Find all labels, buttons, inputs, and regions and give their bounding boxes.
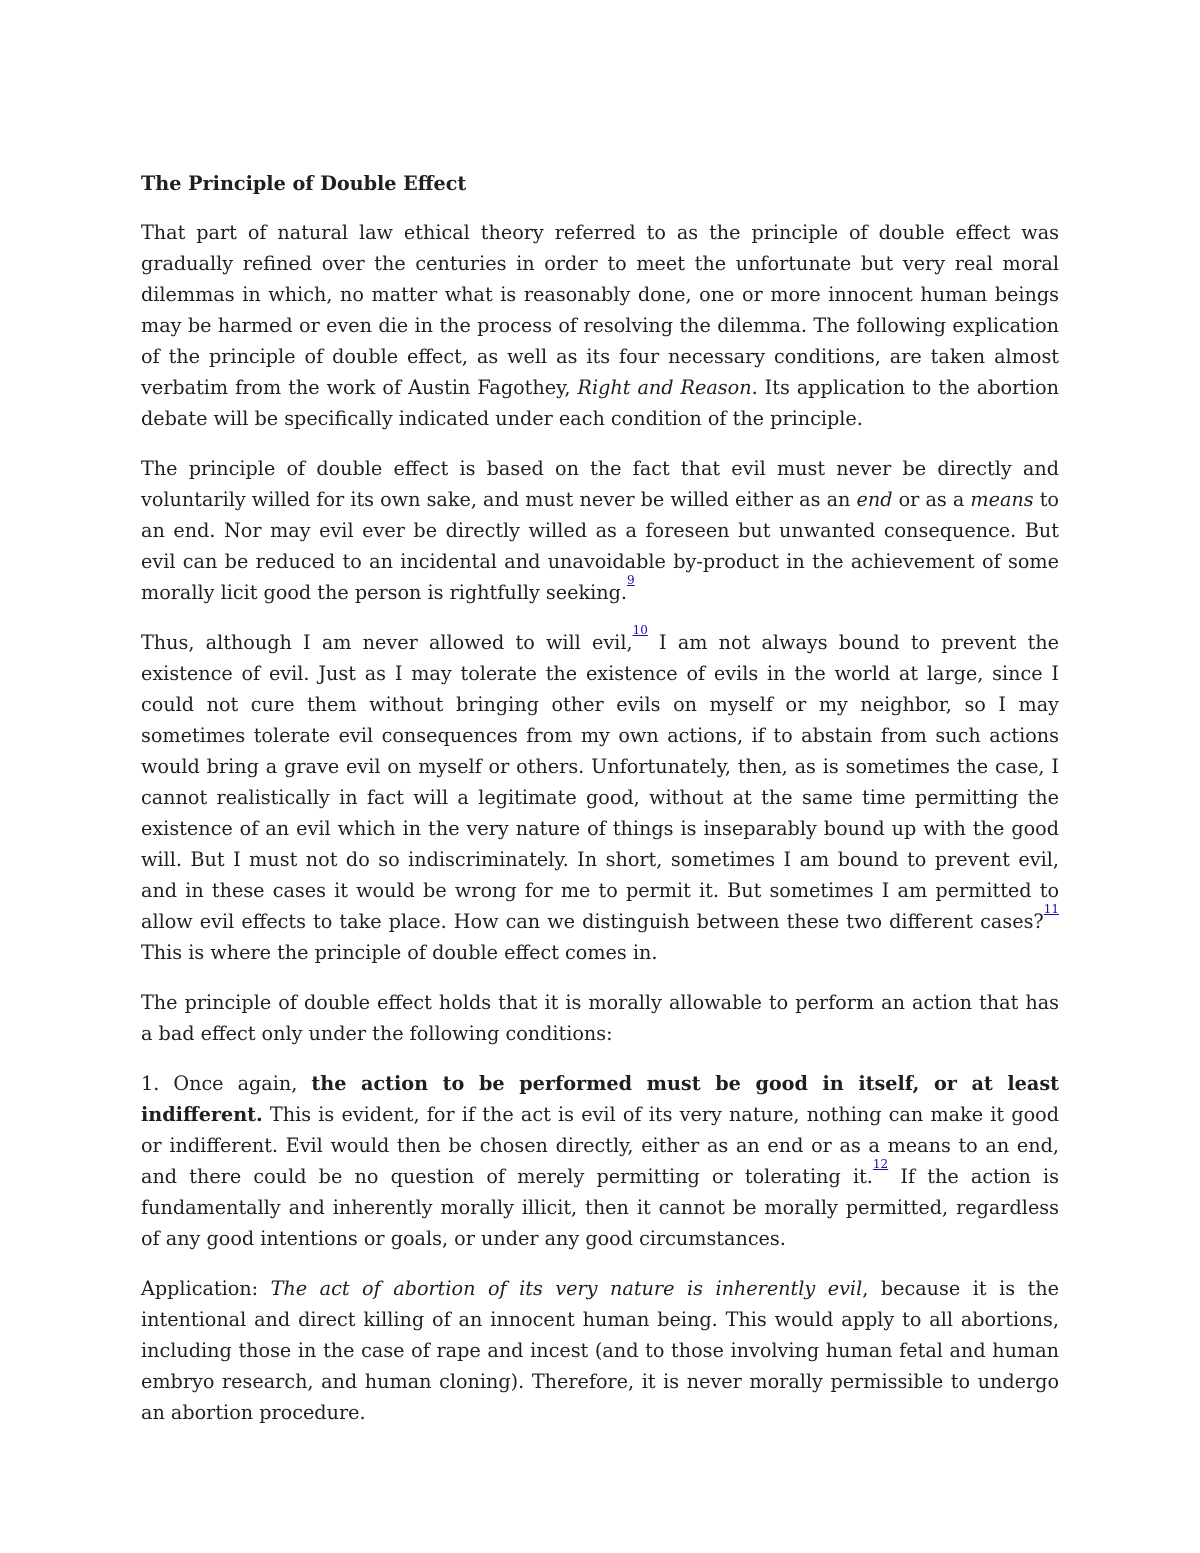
text-span: If the action is fundamentally and inherently morally illicit, then it cannot be morally permitted, regardless of any good intentions or goals, or under any good circumstances. [141,1165,1059,1250]
paragraph-basis [141,453,1059,608]
condition-statement: the action to be performed must be good in itself, or at least indifferent. [141,1072,1059,1126]
paragraph-conditions-intro: The principle of double effect holds that it is morally allowable to perform an action that has a bad effect only under the following conditions: [141,991,1059,1045]
paragraph-application [141,1273,1059,1428]
text-span: Thus, although I am never allowed to will evil, [141,631,633,654]
footnote-link-9[interactable]: 9 [626,573,635,587]
document-page [141,168,1059,1447]
text-span: This is where the principle of double effect comes in. [141,941,658,964]
text-span: to an end. Nor may evil ever be directly willed as a foreseen but unwanted consequence. But evil can be reduced to an incidental and unavoidable by-product in the achievement of some morally licit good the person is rightfully seeking. [141,488,1059,604]
text-span: This is evident, for if the act is evil of its very nature, nothing can make it good or indifferent. Evil would then be chosen directly, either as an end or as a means to an end, and there could be no question of merely permitting or tolerating it. [141,1103,1059,1188]
application-emphasis: The act of abortion of its very nature is inherently evil [270,1277,863,1300]
book-title: Right and Reason [577,376,752,399]
text-span: That part of natural law ethical theory referred to as the principle of double effect was gradually refined over the centuries in order to meet the unfortunate but very real moral dilemmas in which, no matter what is reasonably done, one or more innocent human beings may be harmed or even die in the process of resolving the dilemma. The following explication of the principle of double effect, as well as its four necessary conditions, are taken almost verbatim from the work of Austin Fagothey, [141,221,1059,399]
paragraph-intro [141,217,1059,434]
emphasis-means: means [970,488,1034,511]
emphasis-end: end [856,488,893,511]
footnote-link-10[interactable]: 10 [632,623,648,637]
text-span: 1. Once again, [141,1072,312,1095]
paragraph-tolerance [141,623,1060,968]
text-span: . Its application to the abortion debate will be specifically indicated under each condition of the principle. [141,376,1060,430]
text-span: The principle of double effect is based on the fact that evil must never be directly and voluntarily willed for its own sake, and must never be willed either as an [141,457,1059,511]
text-span: , because it is the intentional and direct killing of an innocent human being. This would apply to all abortions, including those in the case of rape and incest (and to those involving human fetal and human embryo research, and human cloning). Therefore, it is never morally permissible to undergo an abortion procedure. [141,1277,1059,1424]
footnote-link-12[interactable]: 12 [872,1157,889,1171]
paragraph-condition-1 [141,1068,1059,1254]
text-span: or as a [892,488,971,511]
text-span: Application: [141,1277,271,1300]
footnote-link-11[interactable]: 11 [1043,902,1059,916]
text-span: I am not always bound to prevent the existence of evil. Just as I may tolerate the existence of evils in the world at large, since I could not cure them without bringing other evils on myself or my neighbor, so I may sometimes tolerate evil consequences from my own actions, if to abstain from such actions would bring a grave evil on myself or others. Unfortunately, then, as is sometimes the case, I cannot realistically in fact will a legitimate good, without at the same time permitting the existence of an evil which in the very nature of things is inseparably bound up with the good will. But I must not do so indiscriminately. In short, sometimes I am bound to prevent evil, and in these cases it would be wrong for me to permit it. But sometimes I am permitted to allow evil effects to take place. How can we distinguish between these two different cases? [141,631,1060,933]
page-title: The Principle of Double Effect [141,172,467,195]
